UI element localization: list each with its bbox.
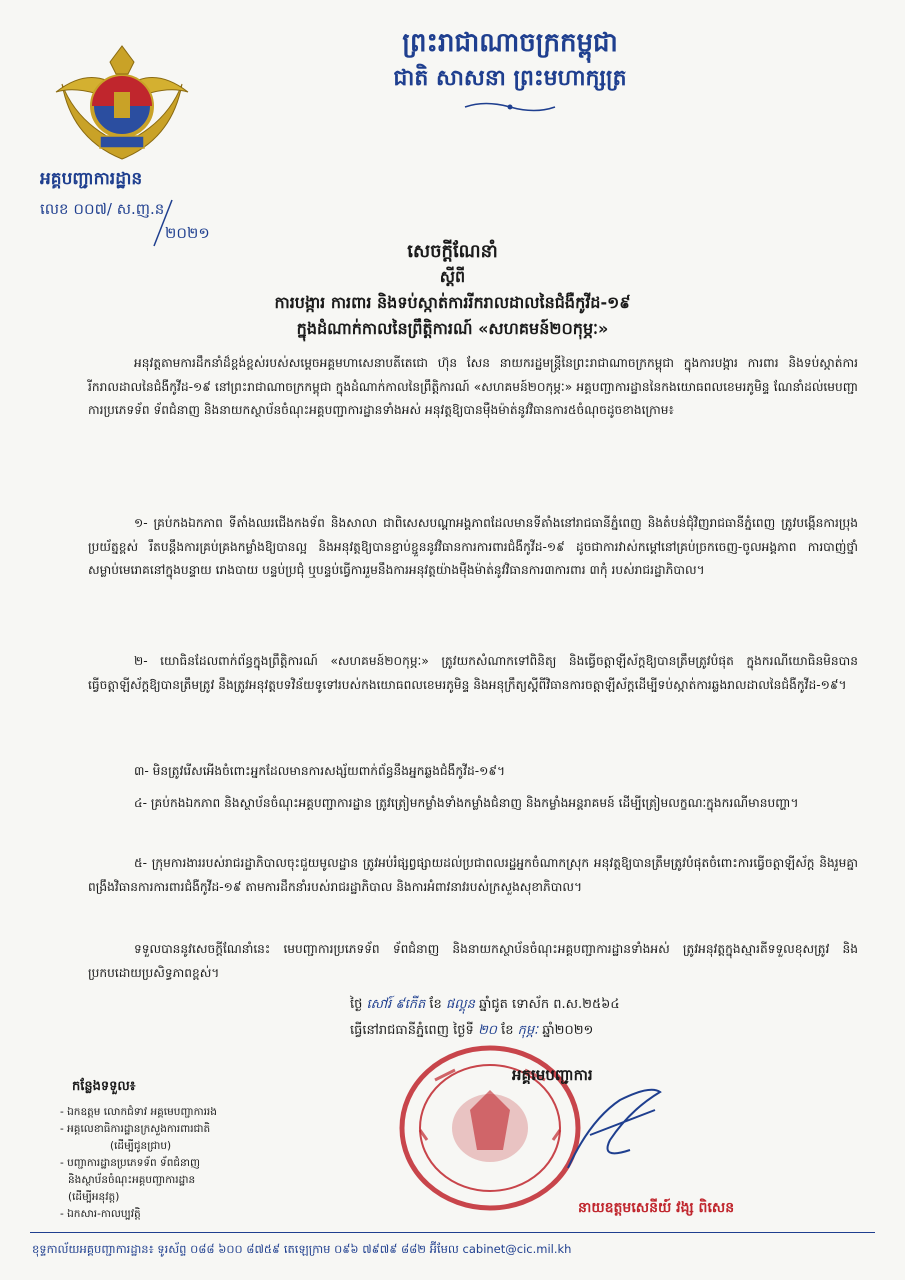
headquarters-name: អគ្គបញ្ជាការដ្ឋាន	[40, 169, 143, 189]
solar-month: កុម្ភៈ	[517, 1023, 539, 1038]
lunar-date	[350, 996, 870, 1015]
reference-year: ២០២១	[165, 224, 210, 242]
footer-text: ខុទ្ទកាល័យអគ្គបញ្ជាការដ្ឋាន៖ ទូរស័ព្ទ ០៨៨ ៦០០ ៨៧៥៩ តេឡេក្រាម ០៩៦ ៧៩៧៩ ៨៨២ អ៊ីមែល	[32, 1242, 459, 1256]
handwritten-signature-icon	[560, 1080, 670, 1180]
recipient-item: - ឯកសារ-កាលប្បវត្តិ	[60, 1208, 141, 1220]
ornament-divider-icon	[460, 100, 560, 114]
recipients-title: កន្លែងទទួល៖	[72, 1079, 136, 1094]
signatory-name: នាយឧត្តមសេនីយ៍ វង្ស ពិសេន	[578, 1200, 735, 1216]
title-subject: ការបង្ការ ការពារ និងទប់ស្កាត់ការរីករាលដាលនៃជំងឺកូវីដ-១៩	[274, 293, 631, 312]
military-emblem-icon	[52, 44, 192, 166]
instruction-item-2: ២- យោធិនដែលពាក់ព័ន្ធក្នុងព្រឹត្តិការណ៍ «សហគមន៍២០កុម្ភៈ» ត្រូវយកសំណាកទៅពិនិត្យ និងធ្វើចត្តាឡីស័ក្តឱ្យបានត្រឹមត្រូវបំផុត ក្នុងករណីយោធិនមិនបានធ្វើចត្តាឡីស័ក្តឱ្យបានត្រឹមត្រូវ នឹងត្រូវអនុវត្តបទវិន័យទូទៅរបស់កងយោធពលខេមរភូមិន្ទ និងអនុក្រឹត្យស្តីពីវិធានការចត្តាឡីស័ក្តដើម្បីទប់ស្កាត់ការឆ្លងរាលដាលនៃជំងឺកូវីដ-១៩។	[88, 654, 858, 692]
solar-month-label: ខែ	[501, 1023, 514, 1038]
lunar-year: ឆ្នាំជូត ទោស័ក ព.ស.២៥៦៤	[478, 997, 620, 1012]
solar-day: ២០	[477, 1023, 497, 1038]
recipient-item: និងស្ថាប័នចំណុះអគ្គបញ្ជាការដ្ឋាន	[68, 1174, 196, 1186]
title-subject-event: ក្នុងដំណាក់កាលនៃព្រឹត្តិការណ៍ «សហគមន៍២០កុម្ភៈ»	[296, 319, 609, 338]
lunar-month: ផល្គុន	[445, 997, 475, 1012]
signatory-title: អគ្គមេបញ្ជាការ	[512, 1066, 593, 1084]
recipients-list	[60, 1104, 360, 1223]
recipient-item: - បញ្ជាការដ្ឋានប្រភេទទ័ព ទ័ពជំនាញ	[60, 1157, 201, 1169]
instruction-item-5: ៥- ក្រុមការងាររបស់រាជរដ្ឋាភិបាលចុះជួយមូលដ្ឋាន ត្រូវអប់រំផ្សព្វផ្សាយដល់ប្រជាពលរដ្ឋអ្នកចំណាកស្រុក អនុវត្តឱ្យបានត្រឹមត្រូវបំផុតចំពោះការធ្វើចត្តាឡីស័ក្ត និងរួមគ្នាពង្រឹងវិធានការការពារជំងឺកូវីដ-១៩ តាមការដឹកនាំរបស់រាជរដ្ឋាភិបាល និងការអំពាវនាវរបស់ក្រសួងសុខាភិបាល។	[88, 856, 858, 894]
solar-date	[350, 1022, 870, 1041]
lunar-month-label: ខែ	[429, 997, 442, 1012]
footer-email[interactable]: cabinet@cic.mil.kh	[462, 1242, 572, 1256]
reference-number: លេខ ០០៧/ ស.ញ.ន	[40, 200, 165, 218]
document-title: សេចក្តីណែនាំ	[407, 241, 498, 262]
instruction-item-4: ៤- គ្រប់កងឯកភាព និងស្ថាប័នចំណុះអគ្គបញ្ជាការដ្ឋាន ត្រូវត្រៀមកម្លាំងទាំងកម្លាំងជំនាញ និងកម្លាំងអន្តរាគមន៍ ដើម្បីត្រៀមលក្ខណៈក្នុងករណីមានបញ្ហា។	[134, 796, 799, 810]
footer-contact	[32, 1242, 877, 1259]
closing-paragraph: ទទួលបាននូវសេចក្តីណែនាំនេះ មេបញ្ជាការប្រភេទទ័ព ទ័ពជំនាញ និងនាយកស្ថាប័នចំណុះអគ្គបញ្ជាការដ្ឋានទាំងអស់ ត្រូវអនុវត្តក្នុងស្មារតីទទួលខុសត្រូវ និងប្រកបដោយប្រសិទ្ធភាពខ្ពស់។	[88, 942, 858, 980]
recipient-note: (ដើម្បីអនុវត្ត)	[68, 1191, 120, 1203]
lunar-day: សៅរ៍ ៩កើត	[366, 997, 426, 1012]
instruction-item-1: ១- គ្រប់កងឯកភាព ទីតាំងឈរជើងកងទ័ព និងសាលា ជាពិសេសបណ្តាអង្គភាពដែលមានទីតាំងនៅរាជធានីភ្នំពេញ និងតំបន់ជុំវិញរាជធានីភ្នំពេញ ត្រូវបង្កើនការប្រុងប្រយ័ត្នខ្ពស់ រឹតបន្តឹងការគ្រប់គ្រងកម្លាំងឱ្យបានល្អ និងអនុវត្តឱ្យបានខ្ជាប់ខ្ជួននូវវិធានការការពារជំងឺកូវីដ-១៩ ដូចជាការវាស់កម្តៅនៅគ្រប់ច្រកចេញ-ចូលអង្គភាព ការបាញ់ថ្នាំសម្លាប់មេរោគនៅក្នុងបន្ទាយ រោងបាយ បន្ទប់ប្រជុំ ឬបន្ទប់ធ្វើការរួមនឹងការអនុវត្តយ៉ាងម៉ឺងម៉ាត់នូវវិធានការ៣ការពារ ៣កុំ របស់រាជរដ្ឋាភិបាល។	[88, 516, 858, 577]
instruction-item-3: ៣- មិនត្រូវរើសអើងចំពោះអ្នកដែលមានការសង្ស័យពាក់ព័ន្ធនឹងអ្នកឆ្លងជំងឺកូវីដ-១៩។	[134, 764, 506, 778]
title-regarding: ស្តីពី	[439, 267, 466, 286]
footer-divider	[30, 1232, 875, 1233]
intro-paragraph: អនុវត្តតាមការដឹកនាំដ៏ខ្ពង់ខ្ពស់របស់សម្តេចអគ្គមហាសេនាបតីតេជោ ហ៊ុន សែន នាយករដ្ឋមន្ត្រីនៃព្រះរាជាណាចក្រកម្ពុជា ក្នុងការបង្ការ ការពារ និងទប់ស្កាត់ការរីករាលដាលនៃជំងឺកូវីដ-១៩ នៅព្រះរាជាណាចក្រកម្ពុជា ក្នុងដំណាក់កាលនៃព្រឹត្តិការណ៍ «សហគមន៍២០កុម្ភៈ» អគ្គបញ្ជាការដ្ឋាននៃកងយោធពលខេមរភូមិន្ទ ណែនាំដល់មេបញ្ជាការប្រភេទទ័ព ទ័ពជំនាញ និងនាយកស្ថាប័នចំណុះអគ្គបញ្ជាការដ្ឋានទាំងអស់ អនុវត្តឱ្យបានម៉ឺងម៉ាត់នូវវិធានការ៥ចំណុចដូចខាងក្រោម៖	[88, 356, 858, 417]
recipient-note: (ដើម្បីជូនជ្រាប)	[110, 1140, 172, 1152]
solar-year: ឆ្នាំ២០២១	[542, 1023, 594, 1038]
recipient-item: - ឯកឧត្តម លោកជំទាវ អគ្គមេបញ្ជាការរង	[60, 1106, 217, 1118]
kingdom-heading: ព្រះរាជាណាចក្រកម្ពុជា	[402, 28, 618, 58]
lunar-date-prefix: ថ្ងៃ	[350, 997, 363, 1012]
solar-date-prefix: ធ្វើនៅរាជធានីភ្នំពេញ ថ្ងៃទី	[350, 1023, 474, 1038]
national-motto: ជាតិ សាសនា ព្រះមហាក្សត្រ	[393, 65, 627, 91]
recipient-item: - អគ្គលេខាធិការដ្ឋានក្រសួងការពារជាតិ	[60, 1123, 211, 1135]
